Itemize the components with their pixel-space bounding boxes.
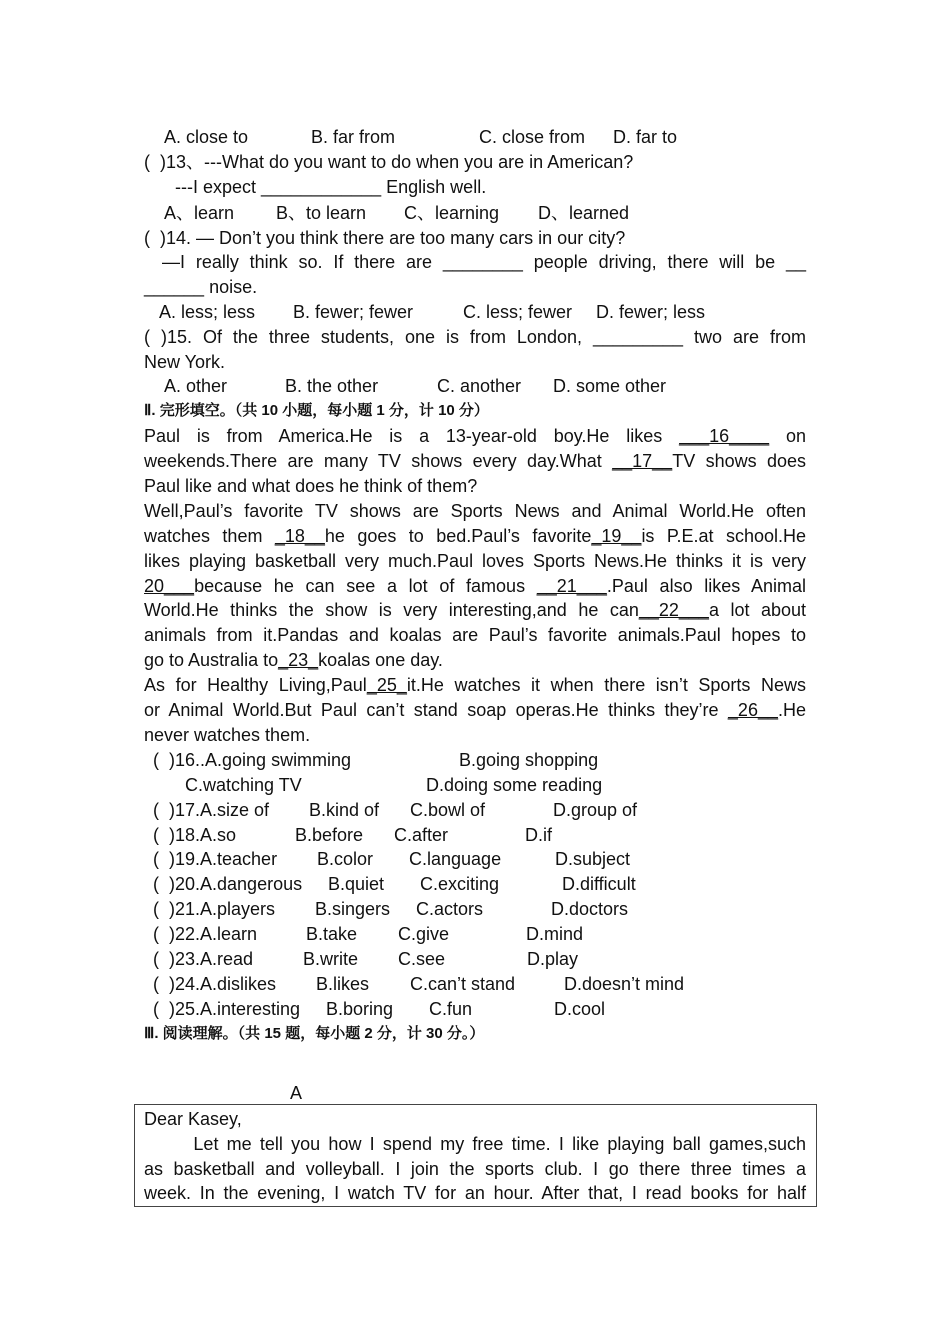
cloze-p2-line-5: World.He thinks the show is very interesting,and he can__22___a lot about <box>144 600 806 620</box>
q12-option-c: C. close from <box>479 127 586 147</box>
passage-label: A <box>290 1083 303 1103</box>
q22-stem: ( )22.A.learn <box>153 924 258 944</box>
q21-option-c: C.actors <box>416 899 484 919</box>
q16-option-d: D.doing some reading <box>426 775 603 795</box>
q20-stem: ( )20.A.dangerous <box>153 874 303 894</box>
q25-stem: ( )25.A.interesting <box>153 999 301 1019</box>
q12-option-d: D. far to <box>613 127 678 147</box>
cloze-p1-line-3: Paul like and what does he think of them? <box>144 476 478 496</box>
q14-option-c: C. less; fewer <box>463 302 573 322</box>
cloze-p3-line-2: or Animal World.But Paul can’t stand soap operas.He thinks they’re _26__.He <box>144 700 806 720</box>
letter-box <box>134 1104 817 1207</box>
q21-stem: ( )21.A.players <box>153 899 276 919</box>
q17-option-b: B.kind of <box>309 800 380 820</box>
q23-option-d: D.play <box>527 949 579 969</box>
q19-option-b: B.color <box>317 849 374 869</box>
q14-option-b: B. fewer; fewer <box>293 302 414 322</box>
q24-option-c: C.can’t stand <box>410 974 516 994</box>
q18-option-b: B.before <box>295 825 364 845</box>
q14-line-3: ______ noise. <box>144 277 258 297</box>
q23-stem: ( )23.A.read <box>153 949 254 969</box>
q25-option-c: C.fun <box>429 999 473 1019</box>
q15-line-2: New York. <box>144 352 226 372</box>
q15-option-a: A. other <box>164 376 228 396</box>
q12-option-b: B. far from <box>311 127 396 147</box>
q22-option-c: C.give <box>398 924 450 944</box>
cloze-p3-line-3: never watches them. <box>144 725 311 745</box>
q24-stem: ( )24.A.dislikes <box>153 974 277 994</box>
q18-stem: ( )18.A.so <box>153 825 237 845</box>
q24-option-d: D.doesn’t mind <box>564 974 685 994</box>
cloze-p3-line-1: As for Healthy Living,Paul_25_it.He watches it when there isn’t Sports News <box>144 675 806 695</box>
cloze-p2-line-4: 20___because he can see a lot of famous __21___.Paul also likes Animal <box>144 576 806 596</box>
q13-option-d: D、learned <box>538 203 630 223</box>
section-2-heading: Ⅱ. 完形填空。（共 10 小题，每小题 1 分，计 10 分） <box>144 402 489 419</box>
q14-option-d: D. fewer; less <box>596 302 706 322</box>
q13-option-a: A、learn <box>164 203 235 223</box>
q23-option-b: B.write <box>303 949 359 969</box>
letter-line-3: week. In the evening, I watch TV for an hour. After that, I read books for half <box>144 1183 806 1203</box>
q14-stem: ( )14. — Don’t you think there are too many cars in our city? <box>144 228 626 248</box>
q20-option-c: C.exciting <box>420 874 500 894</box>
q19-option-c: C.language <box>409 849 502 869</box>
q22-option-d: D.mind <box>526 924 584 944</box>
q17-option-c: C.bowl of <box>410 800 486 820</box>
q13-stem: ( )13、---What do you want to do when you are in American? <box>144 152 634 172</box>
q18-option-c: C.after <box>394 825 449 845</box>
cloze-p2-line-7: go to Australia to_23_koalas one day. <box>144 650 443 670</box>
q21-option-b: B.singers <box>315 899 391 919</box>
q19-option-d: D.subject <box>555 849 631 869</box>
q14-option-a: A. less; less <box>159 302 256 322</box>
q15-option-c: C. another <box>437 376 522 396</box>
q22-option-b: B.take <box>306 924 358 944</box>
q19-stem: ( )19.A.teacher <box>153 849 278 869</box>
q18-option-d: D.if <box>525 825 552 845</box>
cloze-p2-line-1: Well,Paul’s favorite TV shows are Sports News and Animal World.He often <box>144 501 806 521</box>
cloze-p1-line-2: weekends.There are many TV shows every day.What __17__TV shows does <box>144 451 806 471</box>
q16-stem: ( )16..A.going swimming <box>153 750 352 770</box>
q12-option-a: A. close to <box>164 127 249 147</box>
q16-option-c: C.watching TV <box>185 775 302 795</box>
q17-option-d: D.group of <box>553 800 638 820</box>
q15-line-1: ( )15. Of the three students, one is from London, _________ two are from <box>144 327 806 347</box>
letter-greeting: Dear Kasey, <box>144 1109 242 1129</box>
cloze-p2-line-6: animals from it.Pandas and koalas are Paul’s favorite animals.Paul hopes to <box>144 625 806 645</box>
q23-option-c: C.see <box>398 949 446 969</box>
q20-option-d: D.difficult <box>562 874 636 894</box>
q15-option-b: B. the other <box>285 376 379 396</box>
q25-option-b: B.boring <box>326 999 394 1019</box>
q13-option-b: B、to learn <box>276 203 367 223</box>
q13-option-c: C、learning <box>404 203 500 223</box>
q20-option-b: B.quiet <box>328 874 385 894</box>
q17-stem: ( )17.A.size of <box>153 800 270 820</box>
cloze-p1-line-1: Paul is from America.He is a 13-year-old boy.He likes ___16____ on <box>144 426 806 446</box>
q25-option-d: D.cool <box>554 999 606 1019</box>
cloze-p2-line-3: likes playing basketball very much.Paul loves Sports News.He thinks it is very <box>144 551 806 571</box>
letter-line-2: as basketball and volleyball. I join the sports club. I go there three times a <box>144 1159 806 1179</box>
section-3-heading: Ⅲ. 阅读理解。（共 15 题，每小题 2 分，计 30 分。） <box>144 1025 485 1042</box>
q14-line-2: —I really think so. If there are ________ people driving, there will be __ <box>162 252 806 272</box>
q21-option-d: D.doctors <box>551 899 629 919</box>
q24-option-b: B.likes <box>316 974 370 994</box>
q16-option-b: B.going shopping <box>459 750 599 770</box>
cloze-p2-line-2: watches them _18__he goes to bed.Paul’s favorite_19__is P.E.at school.He <box>144 526 806 546</box>
q13-answer-line: ---I expect ____________ English well. <box>175 177 487 197</box>
letter-line-1: Let me tell you how I spend my free time. I like playing ball games,such <box>144 1134 806 1154</box>
q15-option-d: D. some other <box>553 376 667 396</box>
